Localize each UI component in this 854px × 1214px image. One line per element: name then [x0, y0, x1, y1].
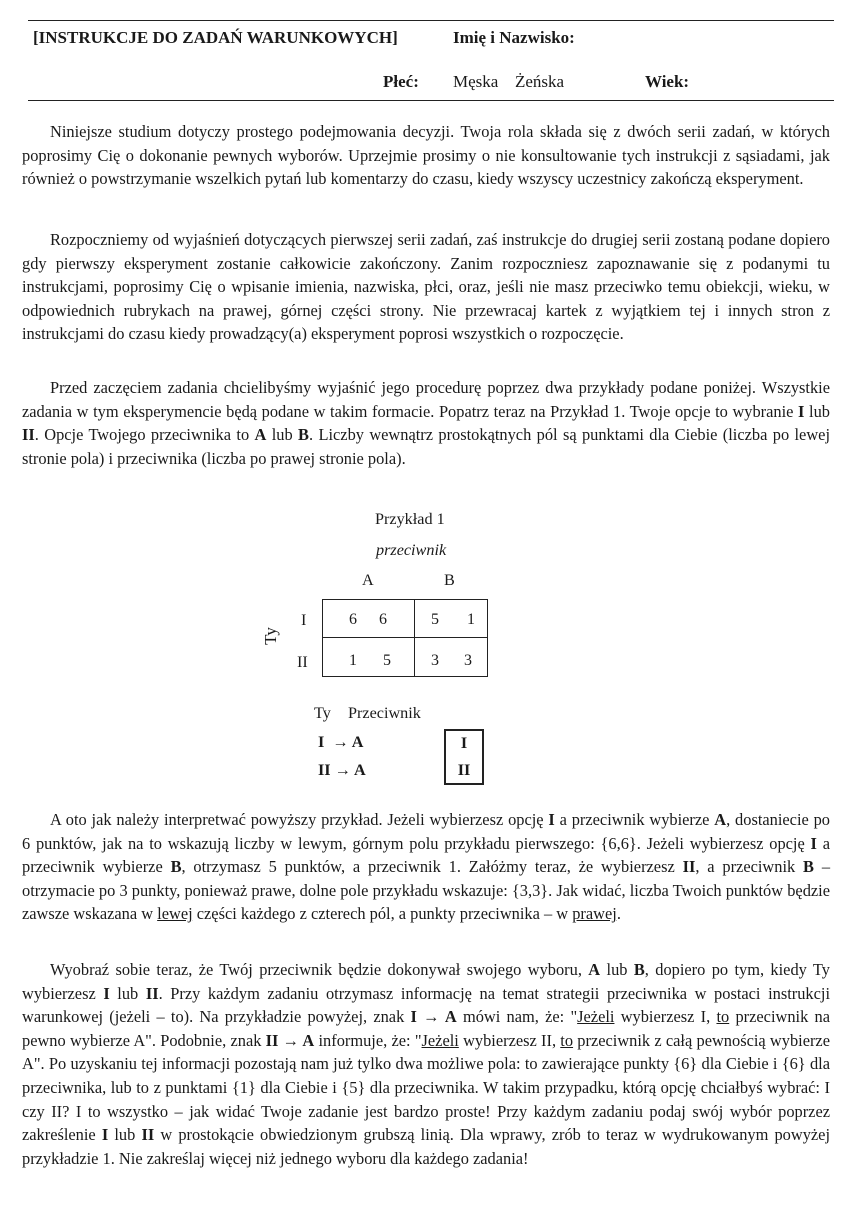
strategy-header-you: Ty — [314, 704, 331, 722]
sex-label: Płeć: — [383, 72, 419, 91]
cell-ia-you: 6 — [349, 611, 357, 628]
matrix-horizontal-divider — [323, 637, 487, 638]
choice-box[interactable] — [444, 729, 484, 785]
paragraph-intro: Niniejsze studium dotyczy prostego podejmowania decyzji. Twoja rola składa się z dwóch serii zadań, w których poprosimy Cię o dokonanie pewnych wyborów. Uprzejmie prosimy o nie konsultowanie tych instrukcji z sąsiadami, jak również o powstrzymanie wszelkich pytań lub komentarzy do czasu, kiedy wszyscy uczestnicy zakończą eksperyment. — [22, 122, 830, 189]
paragraph-interpretation: A oto jak należy interpretwać powyższy przykład. Jeżeli wybierzesz opcję I a przeciwnik wybierze A, dostaniecie po 6 punktów, jak na to wskazują liczby w lewym, górnym polu przykładu pierwszego: {6,6}. Jeżeli wybierzesz opcję I a przeciwnik wybierze B, otrzymasz 5 punktów, a przeciwnik 1. Załóżmy teraz, że wybierzesz II, a przeciwnik B – otrzymacie po 3 punkty, ponieważ prawe, dolne pole przykładu wskazuje: {3,3}. Jak widać, liczba Twoich punktów będzie zawsze wskazana w lewej części każdego z czterech pól, a punkty przeciwnika – w prawej. — [22, 810, 831, 924]
paragraph-conditional: Wyobraź sobie teraz, że Twój przeciwnik będzie dokonywał swojego wyboru, A lub B, dopiero po tym, kiedy Ty wybierzesz I lub II. Przy każdym zadaniu otrzymasz informację na temat strategii przeciwnika w postaci instrukcji warunkowej (jeżeli – to). Na przykładzie powyżej, znak I → A mówi nam, że: "Jeżeli wybierzesz I, to przeciwnik na pewno wybierze A". Podobnie, znak II → A informuje, że: "Jeżeli wybierzesz II, to przeciwnik z całą pewnością wybierze A". Po uzyskaniu tej informacji pozostają nam już tylko dwa możliwe pola: to zawierające punkty {6} dla Ciebie i {6} dla przeciwnika, lub to z punktami {1} dla Ciebie i {5} dla przeciwnika. W takim przypadku, którą opcję chciałbyś wybrać: I czy II? I to wszystko – jak widać Twoje zadanie jest bardzo proste! Przy każdym zadaniu podaj swój wybór poprzez zakreślenie I lub II w prostokącie obwiedzionym grubszą linią. Dla wprawy, zrób to teraz w wydrukowanym powyżej przykładzie 1. Nie zakreślaj więcej niż jednego wyboru dla każdego zadania! — [22, 960, 831, 1168]
sex-option-female[interactable]: Żeńska — [515, 72, 565, 91]
strategy-rule-1: I → A — [318, 733, 364, 751]
cell-iia-you: 1 — [349, 652, 357, 669]
cell-iib-opponent: 3 — [464, 652, 472, 669]
example-title: Przykład 1 — [375, 510, 445, 528]
cell-ib-opponent: 1 — [467, 611, 475, 628]
matrix-vertical-divider — [414, 600, 415, 676]
section-title: [INSTRUKCJE DO ZADAŃ WARUNKOWYCH] — [33, 28, 398, 47]
paragraph-first-series: Rozpoczniemy od wyjaśnień dotyczących pierwszej serii zadań, zaś instrukcje do drugiej serii zostaną podane dopiero gdy pierwszy eksperyment zostanie całkowicie zakończony. Zanim rozpoczniesz zapoznawanie się z podanymi tu instrukcjami, poprosimy Cię o wpisanie imienia, nazwiska, płci, oraz, jeśli nie masz przeciwko temu obiekcji, wieku, w odpowiednich rubrykach na prawej, górnej części strony. Nie przewracaj kartek z wyjątkiem tej i innych stron z instrukcjami do czasu kiedy prowadzący(a) eksperyment poprosi wszystkich o rozpoczęcie. — [22, 230, 830, 344]
row-label-i: I — [301, 611, 307, 629]
paragraph-procedure: Przed zaczęciem zadania chcielibyśmy wyjaśnić jego procedurę poprzez dwa przykłady podane poniżej. Wszystkie zadania w tym eksperymencie będą podane w takim formacie. Popatrz teraz na Przykład 1. Twoje opcje to wybranie I lub II. Opcje Twojego przeciwnika to A lub B. Liczby wewnątrz prostokątnych pól są punktami dla Ciebie (liczba po lewej stronie pola) i przeciwnika (liczba po prawej stronie pola). — [22, 378, 831, 468]
column-label-b: B — [444, 571, 455, 589]
age-label: Wiek: — [645, 72, 690, 91]
payoff-matrix — [322, 599, 488, 677]
cell-ib-you: 5 — [431, 611, 439, 628]
column-label-a: A — [362, 571, 374, 589]
strategy-header-opponent: Przeciwnik — [348, 704, 421, 722]
strategy-rule-2: II → A — [318, 761, 366, 779]
choice-i[interactable]: I — [460, 734, 468, 752]
you-label: Ty — [260, 627, 280, 645]
choice-ii[interactable]: II — [457, 761, 471, 779]
cell-iib-you: 3 — [431, 652, 439, 669]
cell-iia-opponent: 5 — [383, 652, 391, 669]
top-rule — [28, 20, 834, 21]
header-bottom-rule — [28, 100, 834, 101]
sex-option-male[interactable]: Męska — [453, 72, 499, 91]
name-label: Imię i Nazwisko: — [453, 28, 575, 47]
opponent-label: przeciwnik — [376, 541, 447, 559]
row-label-ii: II — [297, 653, 308, 671]
cell-ia-opponent: 6 — [379, 611, 387, 628]
